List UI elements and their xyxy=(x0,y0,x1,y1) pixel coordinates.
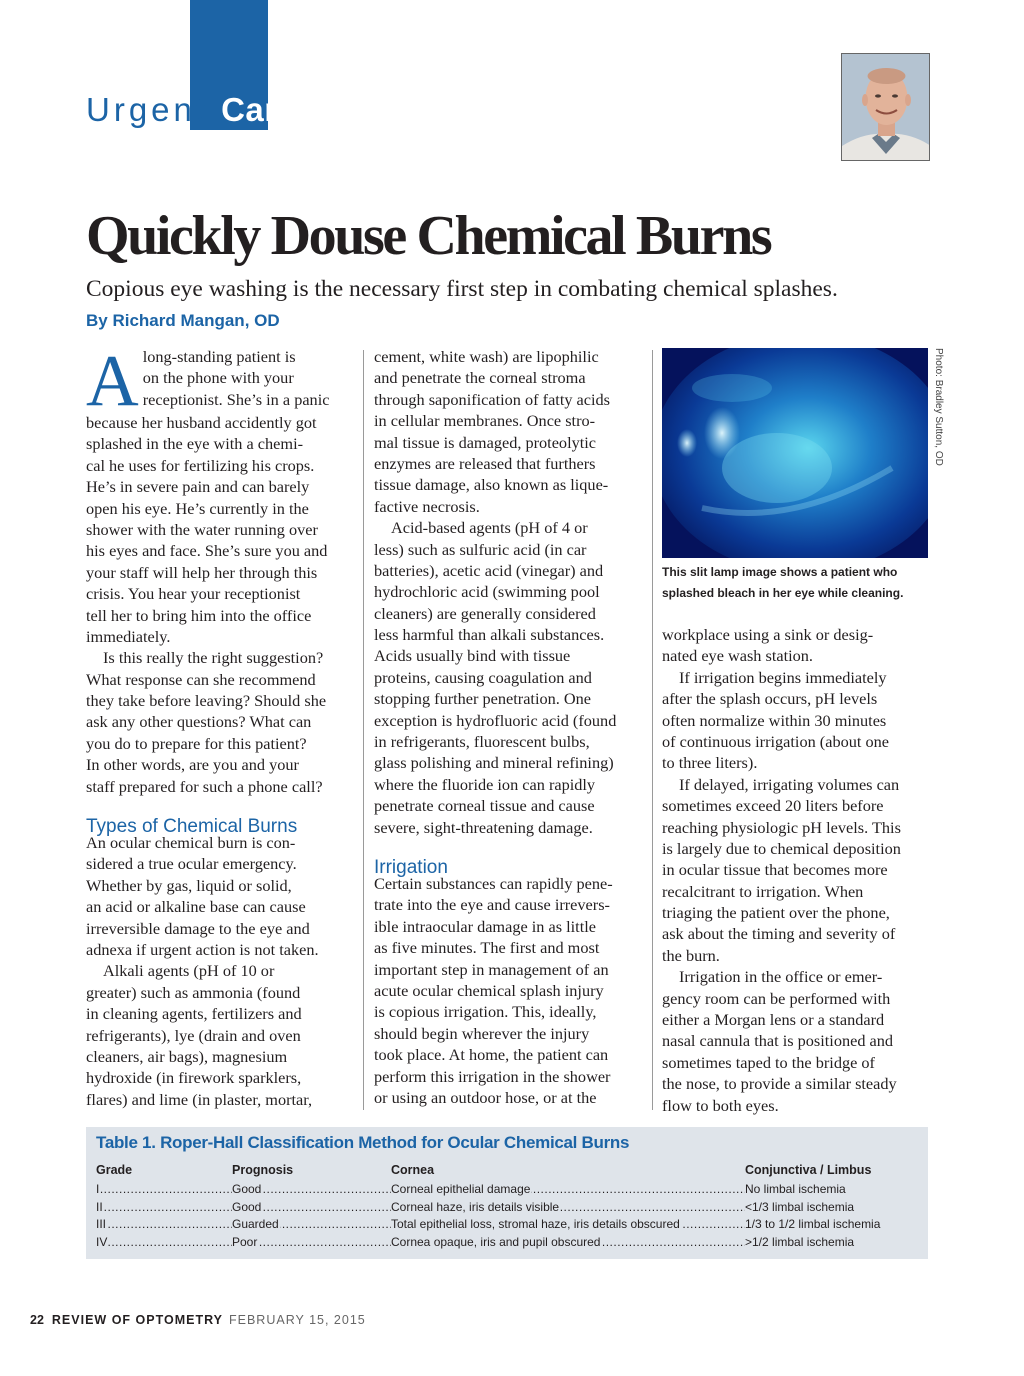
section-word-care: Care xyxy=(221,91,297,128)
body-line: recalcitrant to irrigation. When xyxy=(662,881,864,901)
body-line: perform this irrigation in the shower xyxy=(374,1066,611,1086)
column-rule-2 xyxy=(652,350,653,1110)
body-line: An ocular chemical burn is con- xyxy=(86,833,296,853)
body-line: to three liters). xyxy=(662,753,758,773)
body-line: after the splash occurs, pH levels xyxy=(662,689,878,709)
prognosis-cell: Good xyxy=(232,1199,262,1214)
section-label xyxy=(86,88,296,132)
body-line: trate into the eye and cause irrevers- xyxy=(374,895,610,915)
body-line: on the phone with your xyxy=(142,368,294,388)
body-line: receptionist. She’s in a panic xyxy=(142,389,330,409)
limbus-cell: <1/3 limbal ischemia xyxy=(745,1199,855,1214)
article-column-2 xyxy=(374,346,642,1108)
grade-cell: II xyxy=(96,1199,103,1214)
body-line: adnexa if urgent action is not taken. xyxy=(86,939,319,959)
body-line: flow to both eyes. xyxy=(662,1095,779,1115)
body-line: Acid-based agents (pH of 4 or xyxy=(391,518,588,538)
body-line: mal tissue is damaged, proteolytic xyxy=(374,432,597,452)
body-line: as five minutes. The first and most xyxy=(374,938,600,958)
body-line: ask about the timing and severity of xyxy=(662,924,896,944)
body-line: workplace using a sink or desig- xyxy=(662,625,874,644)
article-deck: Copious eye washing is the necessary first step in combating chemical splashes. xyxy=(86,276,838,302)
limbus-cell: >1/2 limbal ischemia xyxy=(745,1234,855,1249)
table-header-prognosis: Prognosis xyxy=(232,1163,294,1177)
body-line: long-standing patient is xyxy=(142,347,296,366)
body-line: He’s in severe pain and can barely xyxy=(86,477,310,497)
body-line: sometimes exceed 20 liters before xyxy=(662,796,884,816)
body-line: shower with the water running over xyxy=(86,519,318,539)
body-line: glass polishing and mineral refining) xyxy=(374,753,614,773)
body-line: important step in management of an xyxy=(374,959,609,979)
body-line: or using an outdoor hose, or at the xyxy=(374,1087,597,1107)
body-line: Is this really the right suggestion? xyxy=(103,648,324,668)
drop-cap: A xyxy=(86,340,139,421)
body-line: triaging the patient over the phone, xyxy=(662,903,890,923)
body-line: in cellular membranes. Once stro- xyxy=(374,411,596,431)
prognosis-cell: Good xyxy=(232,1182,262,1196)
body-line: often normalize within 30 minutes xyxy=(662,710,887,730)
subhead-types-of-chemical-burns: Types of Chemical Burns xyxy=(86,816,298,838)
body-line: severe, sight-threatening damage. xyxy=(374,817,593,837)
body-line: through saponification of fatty acids xyxy=(374,389,611,409)
slit-lamp-eye-icon xyxy=(662,348,928,558)
body-line: should begin wherever the injury xyxy=(374,1023,590,1043)
figure-caption xyxy=(662,562,942,604)
body-line: his eyes and face. She’s sure you and xyxy=(86,541,328,561)
grade-cell: I xyxy=(96,1182,100,1196)
table-header-cornea: Cornea xyxy=(391,1163,435,1177)
body-line: ible intraocular damage in as little xyxy=(374,916,596,936)
section-word-urgent: Urgent xyxy=(86,91,210,128)
table-header-grade: Grade xyxy=(96,1163,133,1177)
article-title: Quickly Douse Chemical Burns xyxy=(86,205,771,267)
body-line: you do to prepare for this patient? xyxy=(86,733,307,753)
body-line: If delayed, irrigating volumes can xyxy=(679,774,900,794)
body-line: cleaners) are generally considered xyxy=(374,603,596,623)
body-line: Alkali agents (pH of 10 or xyxy=(103,961,275,981)
body-line: cal he uses for fertilizing his crops. xyxy=(86,455,315,475)
table-header-conjunctiva-limbus: Conjunctiva / Limbus xyxy=(745,1163,872,1177)
body-line: In other words, are you and your xyxy=(86,755,299,775)
body-line: nasal cannula that is positioned and xyxy=(662,1031,894,1051)
body-line: greater) such as ammonia (found xyxy=(86,982,301,1002)
body-line: nated eye wash station. xyxy=(662,646,814,666)
body-line: sometimes taped to the bridge of xyxy=(662,1052,875,1072)
body-line: in refrigerants, fluorescent bulbs, xyxy=(374,732,590,752)
article-column-3 xyxy=(662,624,930,1116)
prognosis-cell: Poor xyxy=(232,1234,258,1249)
body-line: What response can she recommend xyxy=(86,669,316,689)
body-line: hydrochloric acid (swimming pool xyxy=(374,582,600,602)
body-line: is copious irrigation. This, ideally, xyxy=(374,1002,597,1022)
table-title: Table 1. Roper-Hall Classification Method for Ocular Chemical Burns xyxy=(96,1133,630,1152)
body-line: cement, white wash) are lipophilic xyxy=(374,347,599,366)
table-row xyxy=(96,1216,926,1233)
slit-lamp-image xyxy=(662,348,928,558)
cornea-cell: Corneal haze, iris details visible xyxy=(391,1199,560,1214)
body-line: of continuous irrigation (about one xyxy=(662,731,889,751)
author-portrait-icon xyxy=(842,54,930,161)
body-line: If irrigation begins immediately xyxy=(679,667,887,687)
body-line: Irrigation in the office or emer- xyxy=(679,967,883,987)
body-line: and penetrate the corneal stroma xyxy=(374,368,586,388)
body-line: an acid or alkaline base can cause xyxy=(86,897,306,917)
photo-credit xyxy=(933,348,950,508)
body-line: ask any other questions? What can xyxy=(86,712,312,732)
body-line: factive necrosis. xyxy=(374,496,480,516)
classification-table xyxy=(86,1127,928,1259)
body-line: tissue damage, also known as lique- xyxy=(374,475,609,495)
body-line: Acids usually bind with tissue xyxy=(374,646,571,666)
issue-date: FEBRUARY 15, 2015 xyxy=(229,1313,366,1327)
body-line: flares) and lime (in plaster, mortar, xyxy=(86,1089,313,1109)
body-line: immediately. xyxy=(86,626,171,646)
photo-credit-text: Photo: Bradley Sutton, OD xyxy=(933,348,944,466)
body-line: hydroxide (in firework sparklers, xyxy=(86,1068,302,1088)
body-line: took place. At home, the patient can xyxy=(374,1045,609,1065)
body-line: batteries), acetic acid (vinegar) and xyxy=(374,560,604,580)
body-line: the nose, to provide a similar steady xyxy=(662,1074,897,1094)
body-line: stopping further penetration. One xyxy=(374,689,592,709)
body-line: irreversible damage to the eye and xyxy=(86,918,310,938)
body-line: gency room can be performed with xyxy=(662,988,891,1008)
page-number: 22 xyxy=(30,1313,44,1327)
grade-cell: III xyxy=(96,1217,107,1231)
body-line: sidered a true ocular emergency. xyxy=(86,854,297,874)
body-line: reaching physiologic pH levels. This xyxy=(662,817,901,837)
body-line: less harmful than alkali substances. xyxy=(374,625,605,645)
page-footer xyxy=(30,1313,366,1327)
magazine-name: REVIEW OF OPTOMETRY xyxy=(51,1313,223,1327)
body-line: in cleaning agents, fertilizers and xyxy=(86,1004,302,1024)
body-line: penetrate corneal tissue and cause xyxy=(374,796,595,816)
subhead-irrigation: Irrigation xyxy=(374,856,448,878)
limbus-cell: 1/3 to 1/2 limbal ischemia xyxy=(745,1217,881,1231)
body-line: in ocular tissue that becomes more xyxy=(662,860,888,880)
article-byline: By Richard Mangan, OD xyxy=(86,311,280,330)
body-line: cleaners, air bags), magnesium xyxy=(86,1046,288,1066)
body-line: crisis. You hear your receptionist xyxy=(86,584,301,604)
body-line: staff prepared for such a phone call? xyxy=(86,776,323,796)
cornea-cell: Corneal epithelial damage xyxy=(391,1182,531,1196)
body-line: tell her to bring him into the office xyxy=(86,605,312,625)
body-line: your staff will help her through this xyxy=(86,562,318,582)
table-row xyxy=(96,1234,926,1251)
column-rule-1 xyxy=(363,350,364,1110)
body-line: proteins, causing coagulation and xyxy=(374,667,592,687)
body-line: splashed in the eye with a chemi- xyxy=(86,434,304,454)
cornea-cell: Cornea opaque, iris and pupil obscured xyxy=(391,1234,601,1249)
caption-line: This slit lamp image shows a patient who xyxy=(662,565,898,579)
prognosis-cell: Guarded xyxy=(232,1217,279,1231)
body-line: refrigerants), lye (drain and oven xyxy=(86,1025,301,1045)
body-line: exception is hydrofluoric acid (found xyxy=(374,710,617,730)
table-row xyxy=(96,1199,926,1216)
body-line: where the fluoride ion can rapidly xyxy=(374,774,596,794)
body-line: enzymes are released that furthers xyxy=(374,453,596,473)
body-line: less) such as sulfuric acid (in car xyxy=(374,539,587,559)
article-column-1 xyxy=(86,340,354,1110)
body-line: they take before leaving? Should she xyxy=(86,691,327,711)
body-line: the burn. xyxy=(662,945,720,965)
body-line: Whether by gas, liquid or solid, xyxy=(86,875,292,895)
body-line: is largely due to chemical deposition xyxy=(662,838,901,858)
caption-line: splashed bleach in her eye while cleaning. xyxy=(662,586,904,600)
limbus-cell: No limbal ischemia xyxy=(745,1182,846,1196)
body-line: open his eye. He’s currently in the xyxy=(86,498,309,518)
table-row xyxy=(96,1181,926,1198)
cornea-cell: Total epithelial loss, stromal haze, iris details obscured xyxy=(391,1217,680,1231)
body-line: Certain substances can rapidly pene- xyxy=(374,873,613,893)
body-line: either a Morgan lens or a standard xyxy=(662,1010,885,1030)
body-line: acute ocular chemical splash injury xyxy=(374,980,604,1000)
body-line: because her husband accidently got xyxy=(86,413,317,432)
grade-cell: IV xyxy=(96,1234,108,1249)
author-photo xyxy=(841,53,930,161)
